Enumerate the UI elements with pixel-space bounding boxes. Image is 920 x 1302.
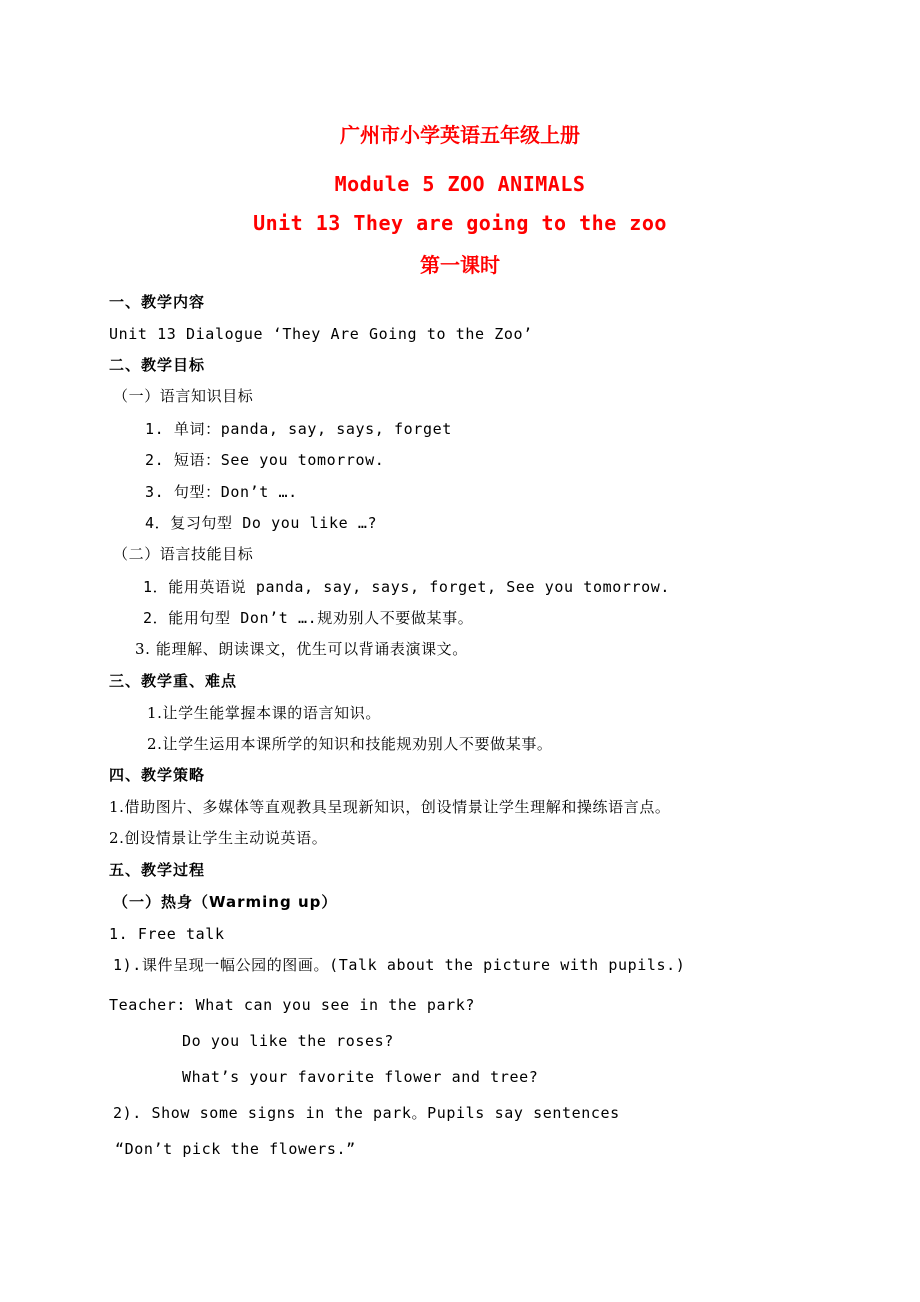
key-point-item: 2.让学生运用本课所学的知识和技能规劝别人不要做某事。 [147,735,553,753]
section-heading-process: 五、教学过程 [109,861,206,879]
section-heading-content: 一、教学内容 [109,293,206,311]
module-title: Module 5 ZOO ANIMALS [334,172,586,196]
doc-title: 广州市小学英语五年级上册 [340,123,580,147]
objective-item: 1．能用英语说 panda, say, says, forget, See you tomorrow. [143,578,670,596]
strategy-item: 1.借助图片、多媒体等直观教具呈现新知识，创设情景让学生理解和操练语言点。 [109,798,671,816]
section-heading-objectives: 二、教学目标 [109,356,206,374]
section-heading-strategy: 四、教学策略 [109,766,206,784]
strategy-item: 2.创设情景让学生主动说英语。 [109,829,328,847]
objective-item: 4．复习句型 Do you like …? [145,514,378,532]
unit-title: Unit 13 They are going to the zoo [253,211,667,235]
sign-sentence: “Don’t pick the flowers.” [115,1140,356,1158]
dialogue-line: Teacher: What can you see in the park? [109,996,475,1014]
objective-item: 2．能用句型 Don’t ….规劝别人不要做某事。 [143,609,474,627]
objective-item: 3. 句型：Don’t …. [145,483,298,501]
content-text: Unit 13 Dialogue ‘They Are Going to the Zoo’ [109,325,533,343]
process-item: 1).课件呈现一幅公园的图画。(Talk about the picture with pupils.) [113,956,686,974]
dialogue-line: Do you like the roses? [182,1032,394,1050]
objective-item: 1. 单词：panda, say, says, forget [145,420,452,438]
objective-item: 2. 短语：See you tomorrow. [145,451,385,469]
dialogue-line: What’s your favorite flower and tree? [182,1068,539,1086]
subheading-warming-up: （一）热身（Warming up） [113,893,338,911]
subheading-skills: （二）语言技能目标 [113,545,254,563]
process-item: 1. Free talk [109,925,225,943]
subheading-knowledge: （一）语言知识目标 [113,387,254,405]
process-item: 2). Show some signs in the park。Pupils say sentences [113,1104,620,1122]
lesson-title: 第一课时 [420,253,500,277]
section-heading-key-points: 三、教学重、难点 [109,672,238,690]
objective-item: 3. 能理解、朗读课文，优生可以背诵表演课文。 [135,640,468,658]
key-point-item: 1.让学生能掌握本课的语言知识。 [147,704,381,722]
